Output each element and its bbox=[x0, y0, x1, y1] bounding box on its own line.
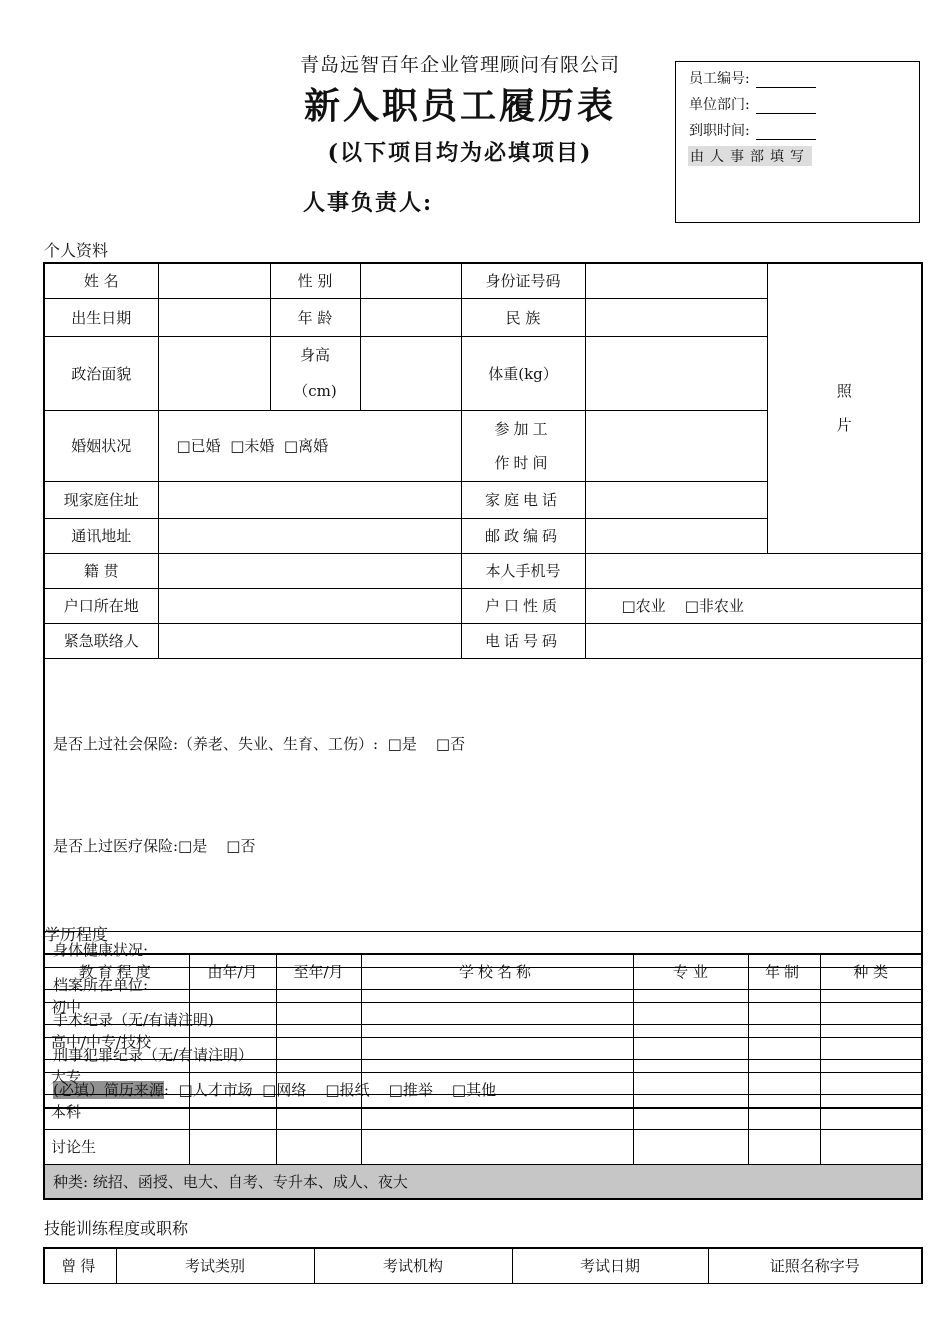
mail-address-field[interactable] bbox=[158, 518, 461, 553]
edu-years-field[interactable] bbox=[748, 1129, 820, 1164]
health-status-field[interactable]: 身体健康状况: bbox=[44, 931, 922, 967]
edu-type-field[interactable] bbox=[820, 1094, 922, 1129]
marital-options[interactable]: □已婚 □未婚 □离婚 bbox=[158, 410, 461, 481]
native-place-field[interactable] bbox=[158, 553, 461, 588]
mail-address-label: 通讯地址 bbox=[44, 518, 158, 553]
skills-table bbox=[43, 1247, 923, 1284]
employee-no-blank[interactable] bbox=[756, 73, 816, 88]
edu-major-field[interactable] bbox=[633, 1024, 748, 1059]
work-start-label-2: 作时间 bbox=[494, 453, 552, 472]
company-name: 青岛远智百年企业管理顾问有限公司 bbox=[299, 54, 620, 76]
archive-unit-field[interactable]: 档案所在单位: bbox=[44, 967, 922, 1002]
skills-header-exam-type: 考试类别 bbox=[116, 1248, 314, 1283]
emergency-contact-label: 紧急联络人 bbox=[44, 623, 158, 658]
edu-row-label: 大专 bbox=[44, 1059, 189, 1094]
resume-source-label: (必填）简历来源 bbox=[53, 1081, 164, 1100]
native-place-label: 籍 贯 bbox=[44, 553, 158, 588]
edu-row-label: 本科 bbox=[44, 1094, 189, 1129]
edu-header-type: 种 类 bbox=[820, 954, 922, 989]
phone-label: 电话号码 bbox=[461, 623, 585, 658]
resume-source-options[interactable]: : □人才市场 □网络 □报纸 □推举 □其他 bbox=[163, 1081, 497, 1100]
home-phone-field[interactable] bbox=[585, 481, 767, 518]
work-start-field[interactable] bbox=[585, 410, 767, 481]
medical-insurance-question[interactable]: 是否上过医疗保险:□是 □否 bbox=[53, 836, 256, 855]
edu-to-field[interactable] bbox=[276, 989, 361, 1024]
start-date-label: 到职时间: bbox=[689, 123, 750, 139]
edu-school-field[interactable] bbox=[361, 989, 633, 1024]
home-address-field[interactable] bbox=[158, 481, 461, 518]
weight-field[interactable] bbox=[585, 336, 767, 410]
section-skills: 技能训练程度或职称 bbox=[44, 1219, 189, 1238]
edu-header-level: 教育程度 bbox=[44, 954, 189, 989]
emergency-contact-field[interactable] bbox=[158, 623, 461, 658]
skills-header-exam-date: 考试日期 bbox=[512, 1248, 708, 1283]
insurance-row[interactable] bbox=[44, 658, 922, 931]
edu-header-to: 至年/月 bbox=[276, 954, 361, 989]
birth-field[interactable] bbox=[158, 298, 270, 336]
mobile-label: 本人手机号 bbox=[461, 553, 585, 588]
form-subtitle: (以下项目均为必填项目) bbox=[327, 140, 593, 166]
age-field[interactable] bbox=[360, 298, 461, 336]
education-table bbox=[43, 953, 923, 1200]
table-row bbox=[44, 1059, 922, 1094]
weight-label: 体重(kg） bbox=[461, 336, 585, 410]
hukou-type-options[interactable]: □农业 □非农业 bbox=[585, 588, 922, 623]
employee-no-row[interactable] bbox=[689, 68, 816, 88]
edu-school-field[interactable] bbox=[361, 1024, 633, 1059]
start-date-row[interactable] bbox=[689, 120, 816, 140]
edu-years-field[interactable] bbox=[748, 1024, 820, 1059]
edu-from-field[interactable] bbox=[189, 1024, 276, 1059]
edu-to-field[interactable] bbox=[276, 1094, 361, 1129]
edu-to-field[interactable] bbox=[276, 1129, 361, 1164]
photo-label-2: 片 bbox=[836, 416, 852, 435]
edu-from-field[interactable] bbox=[189, 1129, 276, 1164]
mobile-field[interactable] bbox=[585, 553, 922, 588]
age-label: 年 龄 bbox=[270, 298, 360, 336]
edu-type-field[interactable] bbox=[820, 1059, 922, 1094]
id-no-field[interactable] bbox=[585, 263, 767, 298]
skills-header-obtained: 曾得 bbox=[44, 1248, 116, 1283]
department-label: 单位部门: bbox=[689, 97, 750, 113]
photo-label-1: 照 bbox=[836, 382, 852, 401]
height-label bbox=[270, 336, 360, 410]
edu-from-field[interactable] bbox=[189, 1094, 276, 1129]
id-no-label: 身份证号码 bbox=[461, 263, 585, 298]
edu-years-field[interactable] bbox=[748, 1059, 820, 1094]
skills-header-exam-body: 考试机构 bbox=[314, 1248, 512, 1283]
department-row[interactable] bbox=[689, 94, 816, 114]
edu-school-field[interactable] bbox=[361, 1059, 633, 1094]
edu-from-field[interactable] bbox=[189, 1059, 276, 1094]
height-label-1: 身高 bbox=[299, 346, 330, 364]
home-address-label: 现家庭住址 bbox=[44, 481, 158, 518]
hr-note: 由人事部填写 bbox=[688, 146, 812, 166]
edu-header-from: 由年/月 bbox=[189, 954, 276, 989]
politics-label: 政治面貌 bbox=[44, 336, 158, 410]
edu-type-note: 种类: 统招、函授、电大、自考、专升本、成人、夜大 bbox=[44, 1164, 922, 1199]
edu-row-label: 讨论生 bbox=[44, 1129, 189, 1164]
edu-to-field[interactable] bbox=[276, 1024, 361, 1059]
table-row bbox=[44, 989, 922, 1024]
gender-field[interactable] bbox=[360, 263, 461, 298]
edu-row-label: 初中 bbox=[44, 989, 189, 1024]
edu-major-field[interactable] bbox=[633, 1059, 748, 1094]
edu-header-major: 专 业 bbox=[633, 954, 748, 989]
hr-fill-box bbox=[675, 61, 920, 223]
table-row bbox=[44, 1024, 922, 1059]
edu-row-label: 高中/中专/技校 bbox=[44, 1024, 189, 1059]
edu-to-field[interactable] bbox=[276, 1059, 361, 1094]
photo-box[interactable] bbox=[767, 263, 922, 553]
department-blank[interactable] bbox=[756, 99, 816, 114]
social-insurance-question[interactable]: 是否上过社会保险:（养老、失业、生育、工伤）: □是 □否 bbox=[53, 734, 466, 753]
edu-header-school: 学校名称 bbox=[361, 954, 633, 989]
edu-years-field[interactable] bbox=[748, 989, 820, 1024]
hukou-location-field[interactable] bbox=[158, 588, 461, 623]
edu-school-field[interactable] bbox=[361, 1129, 633, 1164]
table-row bbox=[44, 1129, 922, 1164]
birth-label: 出生日期 bbox=[44, 298, 158, 336]
edu-school-field[interactable] bbox=[361, 1094, 633, 1129]
hukou-location-label: 户口所在地 bbox=[44, 588, 158, 623]
work-start-label-1: 参加工 bbox=[494, 419, 552, 438]
edu-major-field[interactable] bbox=[633, 1094, 748, 1129]
table-row bbox=[44, 1094, 922, 1129]
name-label: 姓 名 bbox=[44, 263, 158, 298]
phone-field[interactable] bbox=[585, 623, 922, 658]
marital-label: 婚姻状况 bbox=[44, 410, 158, 481]
section-personal: 个人资料 bbox=[44, 241, 109, 260]
home-phone-label: 家庭电话 bbox=[461, 481, 585, 518]
start-date-blank[interactable] bbox=[756, 125, 816, 140]
ethnicity-field[interactable] bbox=[585, 298, 767, 336]
edu-header-years: 年制 bbox=[748, 954, 820, 989]
ethnicity-label: 民 族 bbox=[461, 298, 585, 336]
postcode-field[interactable] bbox=[585, 518, 922, 553]
edu-type-field[interactable] bbox=[820, 1024, 922, 1059]
hukou-type-label: 户口性质 bbox=[461, 588, 585, 623]
skills-header-cert-name: 证照名称字号 bbox=[708, 1248, 922, 1283]
section-education: 学历程度 bbox=[44, 925, 109, 944]
edu-type-field[interactable] bbox=[820, 1129, 922, 1164]
edu-years-field[interactable] bbox=[748, 1094, 820, 1129]
postcode-label: 邮政编码 bbox=[461, 518, 585, 553]
work-start-label bbox=[461, 410, 585, 481]
height-field[interactable] bbox=[360, 336, 461, 410]
politics-field[interactable] bbox=[158, 336, 270, 410]
edu-from-field[interactable] bbox=[189, 989, 276, 1024]
employee-no-label: 员工编号: bbox=[689, 71, 750, 87]
hr-person-label: 人事负责人: bbox=[303, 190, 434, 216]
height-label-2: （cm) bbox=[293, 382, 337, 400]
edu-type-field[interactable] bbox=[820, 989, 922, 1024]
criminal-record-field[interactable]: 刑事犯罪纪录（无/有请注明） bbox=[44, 1037, 922, 1072]
form-title: 新入职员工履历表 bbox=[303, 85, 616, 127]
edu-major-field[interactable] bbox=[633, 1129, 748, 1164]
surgery-record-field[interactable]: 手术纪录（无/有请注明) bbox=[44, 1002, 922, 1037]
name-field[interactable] bbox=[158, 263, 270, 298]
gender-label: 性 别 bbox=[270, 263, 360, 298]
edu-major-field[interactable] bbox=[633, 989, 748, 1024]
